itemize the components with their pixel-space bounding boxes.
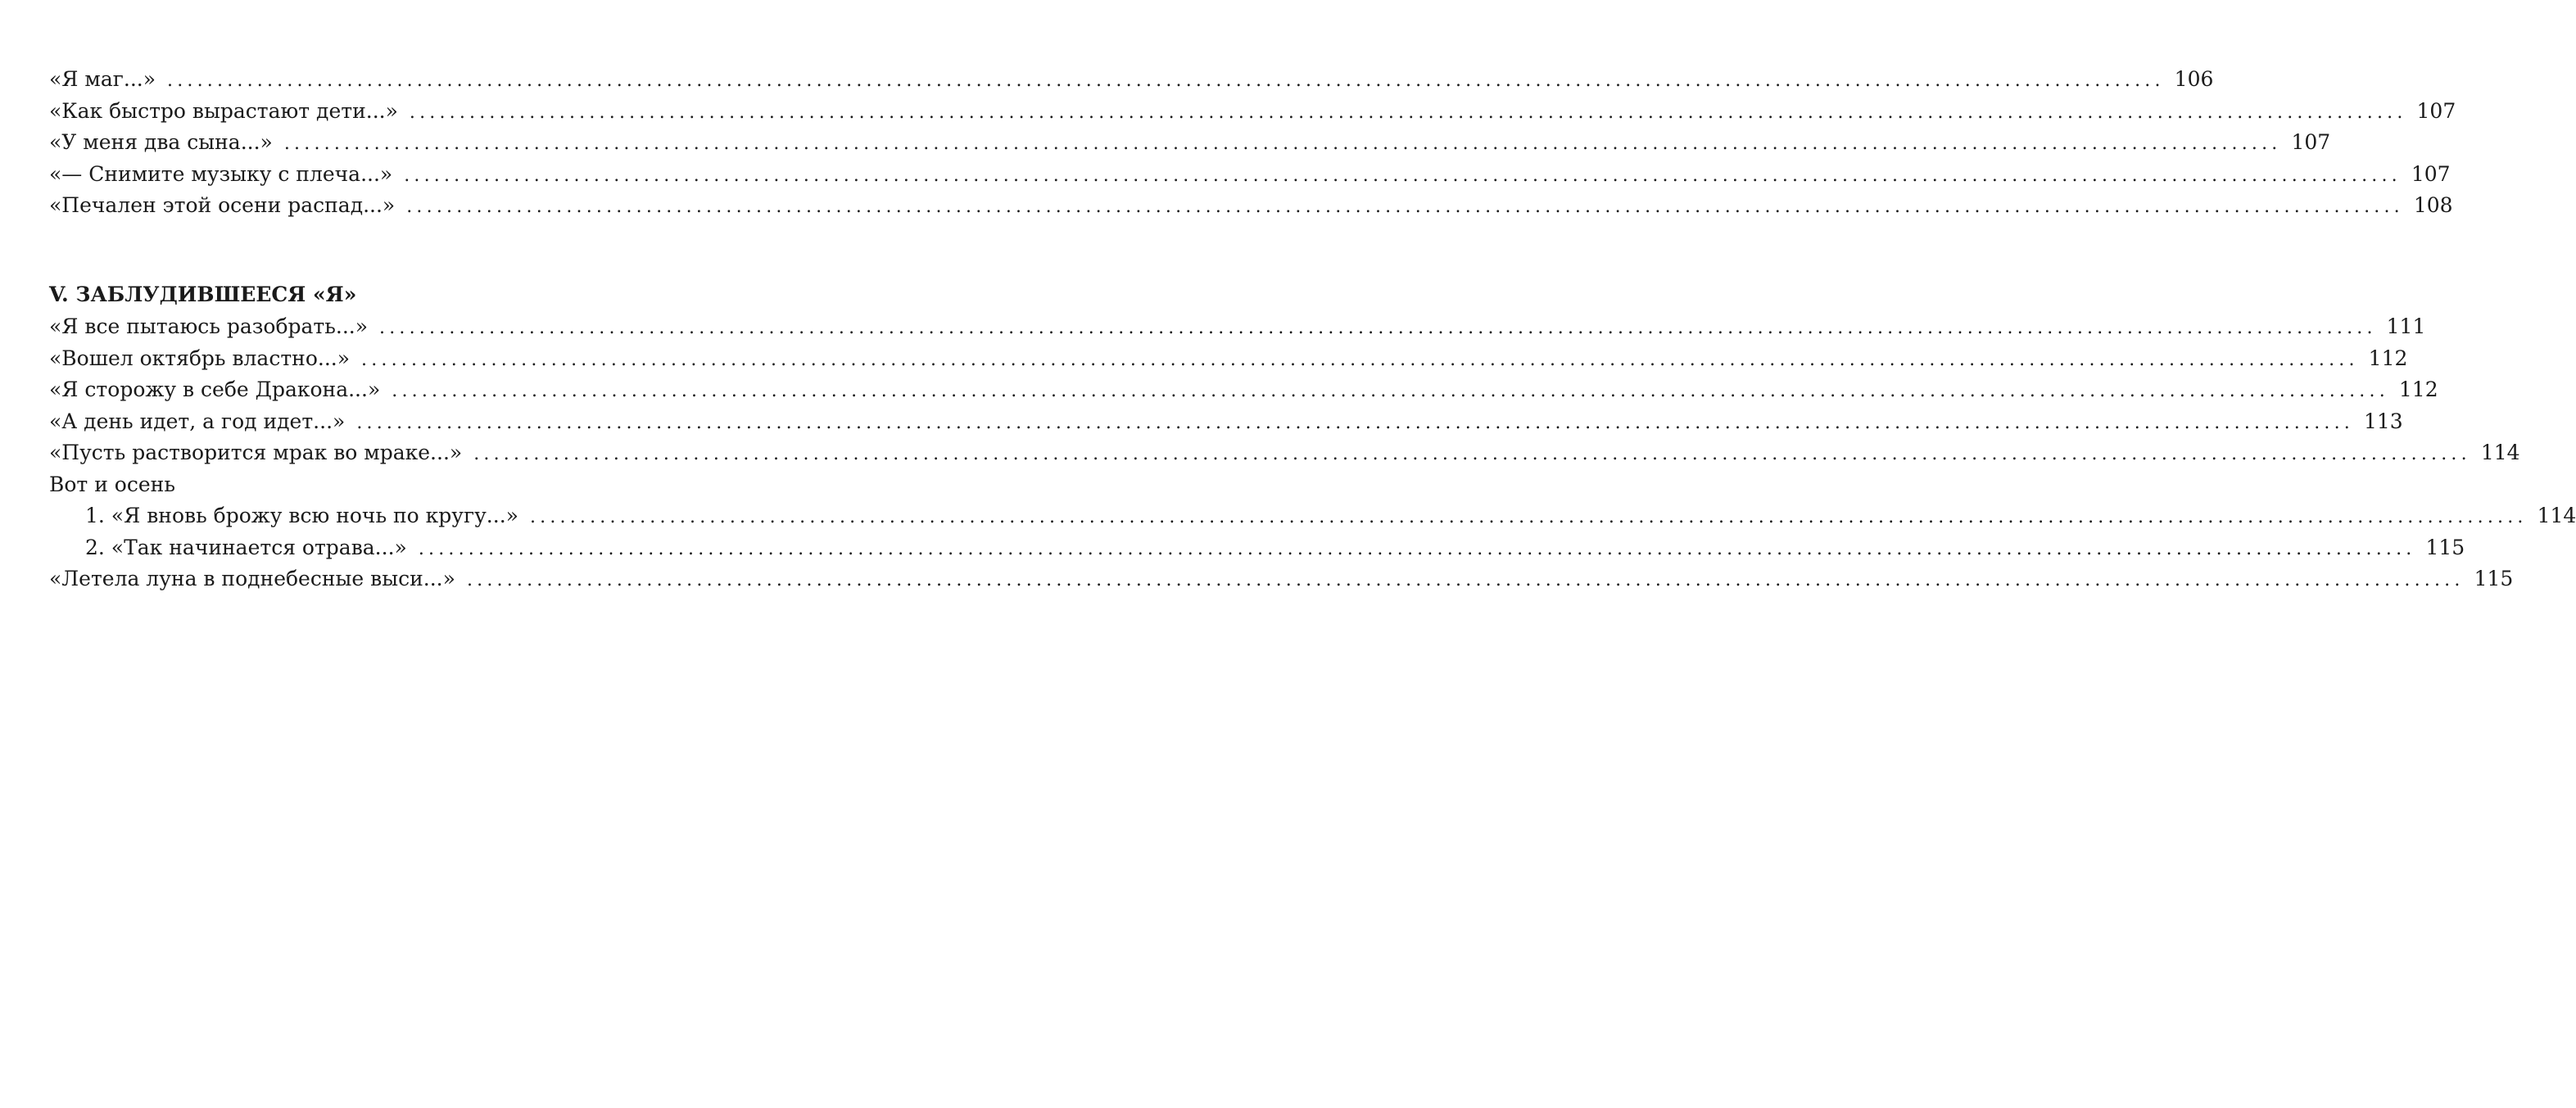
toc-block-continued xyxy=(49,64,2456,222)
toc-entry-title: «Печален этой осени распад...» xyxy=(49,193,396,217)
toc-entry-title: «А день идет, а год идет...» xyxy=(49,409,346,433)
toc-entry xyxy=(49,127,2331,159)
toc-entry xyxy=(49,190,2453,222)
toc-entry-title: «Пусть растворится мрак во мраке...» xyxy=(49,441,463,464)
toc-leader-dots: ........................................................................................................................................................................................................ xyxy=(466,570,2465,590)
toc-subentry xyxy=(49,532,2465,564)
toc-leader-dots: ........................................................................................................................................................................................................ xyxy=(392,381,2389,401)
toc-entry-page: 108 xyxy=(2413,193,2453,217)
toc-leader-dots: ........................................................................................................................................................................................................ xyxy=(361,349,2359,370)
toc-entry-page: 111 xyxy=(2386,314,2426,338)
toc-entry-title: «Вошел октябрь властно...» xyxy=(49,346,351,370)
toc-leader-dots: ........................................................................................................................................................................................................ xyxy=(418,538,2416,559)
toc-leader-dots: ........................................................................................................................................................................................................ xyxy=(529,507,2528,527)
toc-group-label: Вот и осень xyxy=(49,472,175,496)
toc-entry xyxy=(49,437,2520,469)
toc-leader-dots: ........................................................................................................................................................................................................ xyxy=(406,197,2404,217)
toc-leader-dots: ........................................................................................................................................................................................................ xyxy=(409,102,2407,123)
toc-entry-page: 112 xyxy=(2398,378,2438,401)
toc-entry-page: 107 xyxy=(2291,130,2331,154)
toc-entry xyxy=(49,159,2451,191)
toc-entry-title: «Летела луна в поднебесные выси...» xyxy=(49,567,455,590)
toc-entry-page: 114 xyxy=(2480,441,2520,464)
toc-entry xyxy=(49,343,2408,375)
toc-entry-page: 106 xyxy=(2174,67,2214,91)
toc-leader-dots: ........................................................................................................................................................................................................ xyxy=(283,133,2282,154)
toc-entry xyxy=(49,96,2456,128)
toc-entry-page: 113 xyxy=(2363,409,2403,433)
toc-entry xyxy=(49,374,2438,406)
toc-leader-dots: ........................................................................................................................................................................................................ xyxy=(379,318,2377,338)
toc-leader-dots: ........................................................................................................................................................................................................ xyxy=(167,70,2165,91)
toc-entry-title: «Я сторожу в себе Дракона...» xyxy=(49,378,381,401)
toc-entry-title: 1. «Я вновь брожу всю ночь по кругу...» xyxy=(85,504,518,527)
toc-entry-title: «У меня два сына...» xyxy=(49,130,273,154)
toc-entry-title: 2. «Так начинается отрава...» xyxy=(85,535,407,559)
toc-entry xyxy=(49,563,2514,595)
toc-leader-dots: ........................................................................................................................................................................................................ xyxy=(473,444,2471,464)
toc-subentry xyxy=(49,500,2576,532)
toc-section-5 xyxy=(49,278,2576,595)
toc-entry-title: «Я все пытаюсь разобрать...» xyxy=(49,314,369,338)
toc-entry-page: 115 xyxy=(2425,535,2465,559)
toc-entry xyxy=(49,406,2403,438)
toc-entry xyxy=(49,311,2426,343)
toc-entry-page: 112 xyxy=(2368,346,2408,370)
toc-entry-title: «— Снимите музыку с плеча...» xyxy=(49,161,393,186)
section-heading: V. ЗАБЛУДИВШЕЕСЯ «Я» xyxy=(49,283,357,306)
toc-entry-title: «Как быстро вырастают дети...» xyxy=(49,98,398,123)
toc-entry-page: 114 xyxy=(2537,504,2576,527)
toc-leader-dots: ........................................................................................................................................................................................................ xyxy=(356,412,2354,433)
toc-entry-page: 107 xyxy=(2416,98,2456,123)
toc-entry-page: 107 xyxy=(2411,161,2451,186)
toc-leader-dots: ........................................................................................................................................................................................................ xyxy=(404,165,2402,186)
toc-entry-page: 115 xyxy=(2474,567,2514,590)
toc-entry xyxy=(49,64,2214,96)
toc-entry-title: «Я маг...» xyxy=(49,67,156,91)
